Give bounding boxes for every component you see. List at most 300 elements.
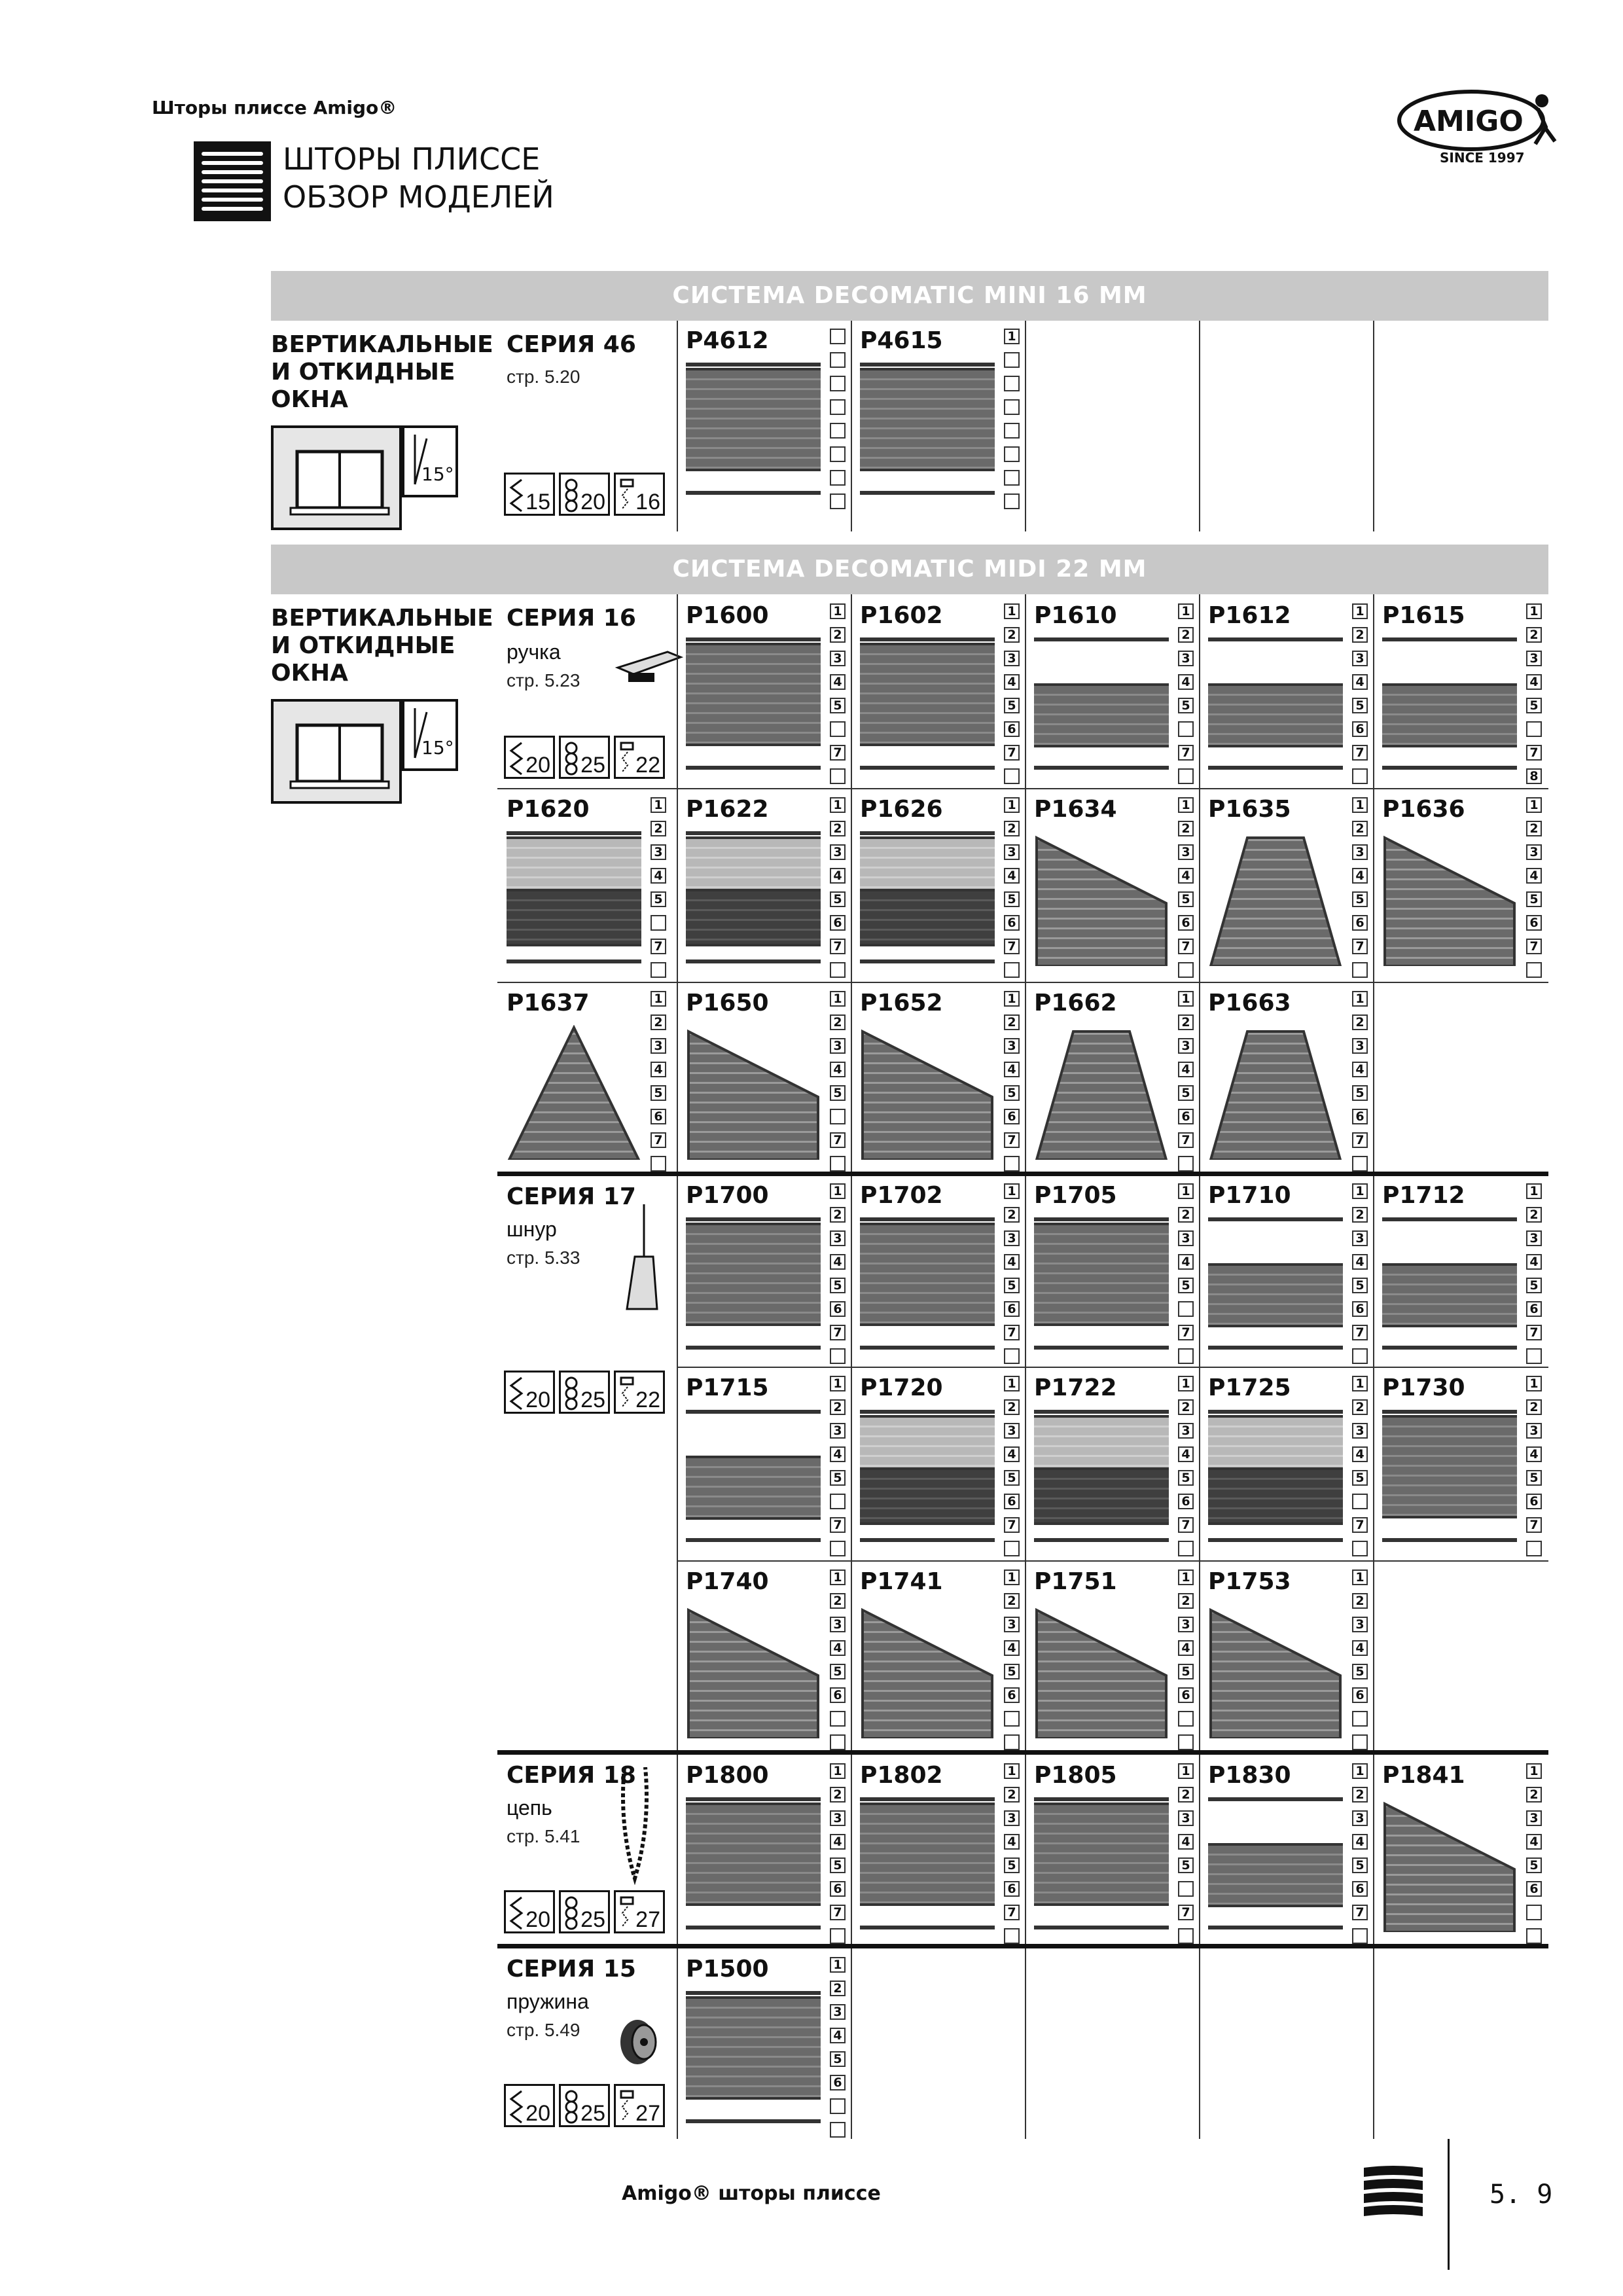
option-box: 2	[1004, 1207, 1020, 1223]
option-box	[1352, 1156, 1368, 1172]
option-box: 1	[1352, 603, 1368, 619]
blind-graphic	[686, 1991, 821, 2126]
blind-graphic	[1382, 1797, 1517, 1932]
model-name: P1600	[686, 602, 769, 629]
spec-value: 20	[580, 490, 605, 514]
option-box: 6	[1004, 1687, 1020, 1703]
option-box: 2	[1526, 821, 1542, 836]
option-box	[1004, 1156, 1020, 1172]
option-box	[1352, 962, 1368, 978]
option-box	[830, 329, 846, 344]
option-box	[1178, 1156, 1194, 1172]
option-box: 5	[1004, 1470, 1020, 1486]
model-cell-P1805	[1025, 1755, 1199, 1945]
option-box: 3	[1178, 1810, 1194, 1826]
option-box: 7	[830, 745, 846, 761]
option-box: 5	[651, 1085, 666, 1101]
option-box: 3	[1352, 1038, 1368, 1054]
option-box: 4	[830, 868, 846, 884]
option-box: 4	[830, 1062, 846, 1077]
option-box: 6	[1004, 1301, 1020, 1317]
option-box: 1	[830, 1957, 846, 1973]
model-cell-P1712	[1373, 1175, 1547, 1365]
option-box	[830, 376, 846, 391]
model-name: P1626	[860, 796, 943, 823]
model-cell-P1751	[1025, 1562, 1199, 1751]
model-cell-P1740	[677, 1562, 851, 1751]
option-box: 4	[1178, 1062, 1194, 1077]
option-box: 4	[1352, 674, 1368, 690]
option-box: 6	[1004, 1109, 1020, 1124]
option-box: 5	[1526, 1857, 1542, 1873]
option-box: 4	[1352, 868, 1368, 884]
option-box	[1178, 1881, 1194, 1897]
option-box: 3	[1178, 1617, 1194, 1632]
series-15-title: СЕРИЯ 15	[507, 1956, 636, 1982]
spec-icon-zig	[504, 1890, 555, 1933]
model-cell-P1702	[851, 1175, 1025, 1365]
model-cell-P1650	[677, 983, 851, 1173]
option-box: 2	[1526, 1787, 1542, 1803]
option-box: 2	[1178, 1593, 1194, 1609]
spec-icon-zig	[504, 473, 555, 516]
option-box: 4	[651, 1062, 666, 1077]
option-box: 1	[1178, 1570, 1194, 1585]
option-box: 4	[1526, 868, 1542, 884]
option-box: 2	[1178, 821, 1194, 836]
spec-icon-bracket	[614, 473, 665, 516]
option-box: 6	[1352, 721, 1368, 737]
option-box	[1352, 1541, 1368, 1556]
model-cell-P1710	[1199, 1175, 1373, 1365]
option-box	[1004, 1734, 1020, 1750]
option-box: 5	[830, 1085, 846, 1101]
spec-icon-bracket	[614, 1890, 665, 1933]
model-name: P1805	[1034, 1762, 1117, 1789]
option-box: 3	[1178, 1230, 1194, 1246]
option-box: 7	[1352, 1517, 1368, 1533]
spec-value: 20	[526, 2101, 550, 2126]
blind-graphic	[1034, 1797, 1169, 1932]
option-box: 4	[1352, 1254, 1368, 1270]
option-box: 2	[651, 821, 666, 836]
option-box: 3	[1352, 844, 1368, 860]
cord-icon	[622, 1204, 661, 1316]
option-box: 4	[1178, 1834, 1194, 1850]
option-box: 2	[1178, 1207, 1194, 1223]
series-18-sub: цепь	[507, 1796, 552, 1820]
option-box: 6	[1352, 915, 1368, 931]
option-box: 6	[1004, 1881, 1020, 1897]
option-box: 7	[1352, 745, 1368, 761]
option-box	[1178, 962, 1194, 978]
model-name: P4615	[860, 327, 943, 354]
model-cell-P1652	[851, 983, 1025, 1173]
option-box: 4	[1526, 1254, 1542, 1270]
blind-graphic	[1208, 637, 1343, 772]
option-box: 5	[1178, 891, 1194, 907]
blind-graphic	[1034, 637, 1169, 772]
option-box	[1004, 399, 1020, 415]
option-box: 6	[1178, 915, 1194, 931]
blind-graphic	[1208, 831, 1343, 966]
option-box: 5	[1004, 698, 1020, 713]
option-box: 1	[830, 1376, 846, 1391]
option-box: 1	[1526, 1183, 1542, 1199]
blind-graphic	[1034, 1604, 1169, 1738]
option-box: 1	[1004, 1183, 1020, 1199]
option-box: 4	[830, 1640, 846, 1656]
blind-graphic	[1034, 1410, 1169, 1545]
option-box: 4	[830, 1254, 846, 1270]
option-box	[830, 1348, 846, 1364]
spec-icon-zig	[504, 1371, 555, 1414]
option-box: 3	[830, 1617, 846, 1632]
option-box: 7	[1526, 939, 1542, 954]
option-box: 8	[1526, 768, 1542, 784]
option-box: 5	[830, 1857, 846, 1873]
option-box	[1004, 962, 1020, 978]
option-box: 3	[830, 1230, 846, 1246]
blind-graphic	[686, 1604, 821, 1738]
option-box: 5	[830, 2051, 846, 2067]
model-cell-P1720	[851, 1368, 1025, 1558]
option-box	[830, 493, 846, 509]
option-box: 6	[1352, 1109, 1368, 1124]
option-box: 1	[1004, 1763, 1020, 1779]
option-box: 3	[1526, 1810, 1542, 1826]
category-line3: ОКНА	[271, 660, 349, 687]
blind-graphic	[686, 637, 821, 772]
option-box	[1004, 352, 1020, 368]
option-box: 7	[1178, 745, 1194, 761]
option-box: 3	[1352, 651, 1368, 666]
spec-value: 20	[526, 1907, 550, 1932]
option-box: 3	[651, 1038, 666, 1054]
option-box: 5	[1178, 1085, 1194, 1101]
option-box	[1004, 493, 1020, 509]
option-box: 2	[1004, 1399, 1020, 1415]
option-box: 3	[1352, 1230, 1368, 1246]
option-box: 1	[1352, 991, 1368, 1007]
blind-graphic	[507, 831, 641, 966]
blind-graphic	[507, 1025, 641, 1160]
spec-value: 25	[580, 2101, 605, 2126]
option-box: 7	[1004, 1517, 1020, 1533]
option-box: 4	[1178, 1254, 1194, 1270]
option-box: 5	[830, 698, 846, 713]
model-cell-P1802	[851, 1755, 1025, 1945]
model-cell-P1830	[1199, 1755, 1373, 1945]
series-46-title: СЕРИЯ 46	[507, 331, 636, 358]
option-box	[1526, 1928, 1542, 1944]
option-box: 2	[1178, 627, 1194, 643]
option-box: 7	[1004, 745, 1020, 761]
option-box: 5	[1004, 1085, 1020, 1101]
option-box: 4	[1352, 1834, 1368, 1850]
option-box: 4	[830, 1446, 846, 1462]
option-box: 2	[1004, 821, 1020, 836]
option-box: 7	[1352, 1132, 1368, 1148]
model-cell-P1730	[1373, 1368, 1547, 1558]
blind-graphic	[1382, 1217, 1517, 1352]
option-box	[830, 1156, 846, 1172]
option-box: 5	[1004, 1857, 1020, 1873]
option-box	[1526, 962, 1542, 978]
option-box: 1	[1004, 1376, 1020, 1391]
option-box: 5	[830, 891, 846, 907]
option-box: 1	[651, 797, 666, 813]
category-line2: И ОТКИДНЫЕ	[271, 359, 455, 386]
model-name: P1612	[1208, 602, 1291, 629]
option-box	[830, 446, 846, 462]
model-cell-P1662	[1025, 983, 1199, 1173]
option-box: 3	[830, 2004, 846, 2020]
option-box: 3	[830, 844, 846, 860]
option-box	[1178, 768, 1194, 784]
option-box: 7	[830, 1325, 846, 1340]
spec-icon-circ	[559, 1890, 610, 1933]
model-name: P1712	[1382, 1182, 1465, 1209]
spec-value: 27	[635, 1907, 660, 1932]
model-name: P1751	[1034, 1568, 1117, 1595]
spec-value: 27	[635, 2101, 660, 2126]
option-box: 2	[1178, 1014, 1194, 1030]
option-box: 3	[830, 1038, 846, 1054]
blind-graphic	[1208, 1604, 1343, 1738]
model-name: P1636	[1382, 796, 1465, 823]
svg-text:15°: 15°	[421, 463, 454, 485]
model-cell-P1715	[677, 1368, 851, 1558]
page-title	[283, 140, 554, 216]
model-cell-P1741	[851, 1562, 1025, 1751]
option-box: 5	[1004, 1664, 1020, 1679]
spec-value: 15	[526, 490, 550, 514]
option-box: 1	[1526, 1376, 1542, 1391]
option-box	[1004, 423, 1020, 439]
spec-value: 16	[635, 490, 660, 514]
option-box: 4	[1004, 868, 1020, 884]
option-box: 6	[1526, 1494, 1542, 1509]
option-box: 4	[1004, 1062, 1020, 1077]
system-midi-bar: СИСТЕМА DECOMATIC MIDI 22 MM	[271, 545, 1548, 594]
model-name: P1802	[860, 1762, 943, 1789]
option-box: 1	[1352, 1376, 1368, 1391]
option-box: 4	[1352, 1640, 1368, 1656]
option-box	[830, 2122, 846, 2138]
blind-graphic	[686, 1025, 821, 1160]
window-icon	[271, 425, 402, 530]
model-cell-P1626	[851, 789, 1025, 979]
option-box: 2	[830, 1014, 846, 1030]
option-box: 5	[1178, 1857, 1194, 1873]
option-box: 7	[830, 1132, 846, 1148]
spec-icon-circ	[559, 473, 610, 516]
tilt-15-icon	[402, 699, 458, 771]
header-small-title: Шторы плиссе Amigo®	[152, 97, 397, 118]
option-box	[1004, 1348, 1020, 1364]
series-16-page: стр. 5.23	[507, 670, 580, 691]
model-name: P1702	[860, 1182, 943, 1209]
option-box: 2	[830, 1593, 846, 1609]
model-name: P1637	[507, 990, 590, 1016]
option-box: 6	[1526, 915, 1542, 931]
option-box: 6	[830, 1687, 846, 1703]
option-box	[1004, 1928, 1020, 1944]
option-box: 1	[1178, 1183, 1194, 1199]
spec-icon-circ	[559, 1371, 610, 1414]
option-box: 1	[1178, 1376, 1194, 1391]
option-box: 2	[651, 1014, 666, 1030]
blind-graphic	[1034, 1025, 1169, 1160]
tilt-15-icon	[402, 425, 458, 497]
option-box: 7	[830, 1517, 846, 1533]
option-box: 2	[1352, 1014, 1368, 1030]
option-box	[1178, 1734, 1194, 1750]
spec-value: 20	[526, 1388, 550, 1412]
blind-graphic	[1382, 1410, 1517, 1545]
blind-graphic	[686, 1797, 821, 1932]
spec-icon-bracket	[614, 2084, 665, 2127]
option-box: 1	[1178, 1763, 1194, 1779]
option-box: 3	[1178, 651, 1194, 666]
option-box: 1	[1004, 1570, 1020, 1585]
option-box: 2	[1004, 1014, 1020, 1030]
option-box: 5	[1178, 698, 1194, 713]
model-name: P1730	[1382, 1374, 1465, 1401]
option-box	[1178, 1348, 1194, 1364]
option-box	[1004, 1541, 1020, 1556]
option-box	[1004, 470, 1020, 486]
chain-icon	[615, 1767, 654, 1885]
model-name: P1725	[1208, 1374, 1291, 1401]
option-box: 3	[1004, 1423, 1020, 1439]
option-box: 5	[1004, 1278, 1020, 1293]
model-cell-P1634	[1025, 789, 1199, 979]
option-box	[1004, 1711, 1020, 1727]
option-box: 3	[1352, 1423, 1368, 1439]
model-name: P1650	[686, 990, 769, 1016]
model-cell-P1637	[497, 983, 671, 1173]
model-name: P1652	[860, 990, 943, 1016]
model-name: P1663	[1208, 990, 1291, 1016]
option-box	[1526, 721, 1542, 737]
option-box: 1	[1352, 1763, 1368, 1779]
category-label-midi	[271, 605, 493, 687]
model-cell-P1841	[1373, 1755, 1547, 1945]
svg-text:15°: 15°	[421, 737, 454, 759]
option-box: 2	[1352, 1593, 1368, 1609]
blind-graphic	[1034, 1217, 1169, 1352]
model-name: P1622	[686, 796, 769, 823]
option-box: 7	[830, 939, 846, 954]
category-line1: ВЕРТИКАЛЬНЫЕ	[271, 331, 493, 358]
footer-page-number: 5. 9	[1489, 2179, 1553, 2210]
option-box: 5	[1352, 891, 1368, 907]
model-name: P4612	[686, 327, 769, 354]
option-box: 7	[1352, 1325, 1368, 1340]
option-box: 4	[1178, 1640, 1194, 1656]
option-box: 6	[1004, 1494, 1020, 1509]
option-box: 3	[1526, 1230, 1542, 1246]
option-box: 5	[1352, 1278, 1368, 1293]
option-box	[1526, 1541, 1542, 1556]
spec-icon-bracket	[614, 736, 665, 779]
option-box: 6	[1352, 1881, 1368, 1897]
option-box	[1526, 1905, 1542, 1920]
option-box: 3	[1004, 1230, 1020, 1246]
option-box: 3	[830, 1423, 846, 1439]
blind-graphic	[860, 1604, 995, 1738]
series-18-page: стр. 5.41	[507, 1826, 580, 1846]
option-box: 6	[1004, 915, 1020, 931]
option-box: 7	[651, 939, 666, 954]
option-box: 4	[651, 868, 666, 884]
option-box: 5	[1526, 1470, 1542, 1486]
option-box: 2	[1178, 1399, 1194, 1415]
series-16-sub: ручка	[507, 640, 561, 664]
blind-graphic	[860, 1217, 995, 1352]
option-box: 3	[1352, 1617, 1368, 1632]
option-box: 3	[651, 844, 666, 860]
option-box: 7	[1178, 1517, 1194, 1533]
option-box: 2	[1526, 627, 1542, 643]
option-box: 1	[1352, 797, 1368, 813]
model-name: P1841	[1382, 1762, 1465, 1789]
option-box: 3	[1004, 1617, 1020, 1632]
spec-icon-circ	[559, 2084, 610, 2127]
option-box: 5	[1178, 1278, 1194, 1293]
option-box: 1	[1004, 797, 1020, 813]
option-box	[830, 721, 846, 737]
category-line2: И ОТКИДНЫЕ	[271, 632, 455, 659]
option-box: 2	[1526, 1399, 1542, 1415]
blind-graphic	[1208, 1797, 1343, 1932]
category-line3: ОКНА	[271, 386, 349, 413]
option-box: 1	[830, 1570, 846, 1585]
option-box: 5	[1352, 1664, 1368, 1679]
option-box: 5	[830, 1278, 846, 1293]
blind-graphic	[860, 1025, 995, 1160]
option-box: 2	[1352, 1787, 1368, 1803]
option-box: 6	[1526, 1301, 1542, 1317]
blind-graphic	[1034, 831, 1169, 966]
model-name: P1615	[1382, 602, 1465, 629]
option-box: 4	[1352, 1446, 1368, 1462]
option-box: 1	[1352, 1570, 1368, 1585]
model-cell-P1705	[1025, 1175, 1199, 1365]
model-name: P1500	[686, 1956, 769, 1982]
option-box: 2	[1526, 1207, 1542, 1223]
blind-graphic	[1208, 1025, 1343, 1160]
option-box: 4	[830, 674, 846, 690]
option-box	[830, 423, 846, 439]
option-box: 4	[1178, 1446, 1194, 1462]
option-box: 7	[830, 1905, 846, 1920]
spec-value: 22	[635, 753, 660, 778]
model-name: P1800	[686, 1762, 769, 1789]
option-box	[651, 915, 666, 931]
model-cell-P4615	[851, 321, 1025, 511]
option-box	[1004, 376, 1020, 391]
option-box: 1	[1004, 991, 1020, 1007]
option-box: 7	[1004, 1905, 1020, 1920]
option-box: 1	[1004, 603, 1020, 619]
option-box: 6	[1526, 1881, 1542, 1897]
option-box: 7	[1178, 1905, 1194, 1920]
option-box: 1	[1526, 1763, 1542, 1779]
option-box: 6	[1004, 721, 1020, 737]
